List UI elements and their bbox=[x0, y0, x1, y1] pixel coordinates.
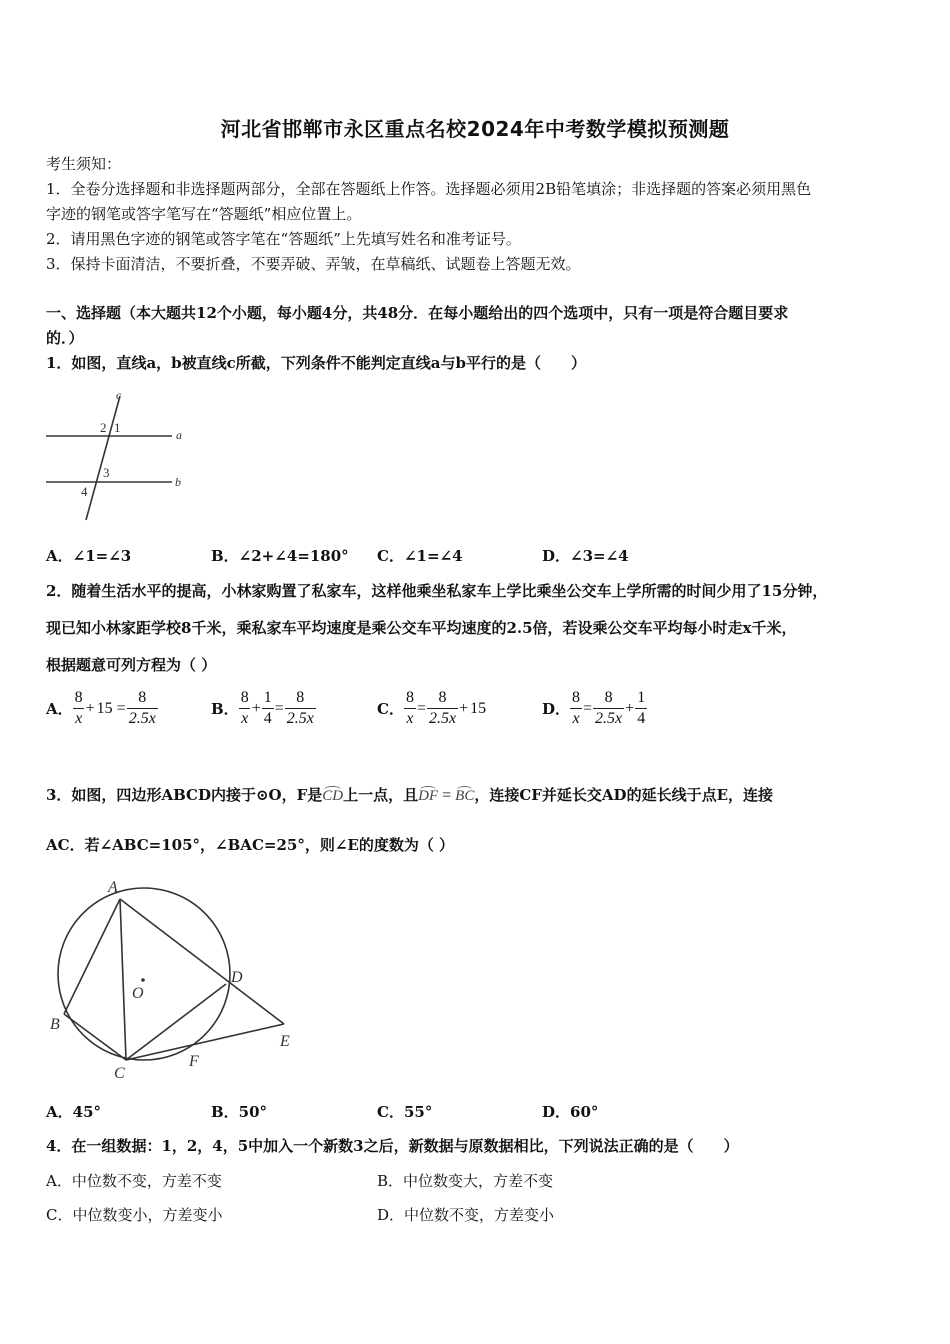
q3-line-2: AC．若∠ABC=105°，∠BAC=25°，则∠E的度数为（ ） bbox=[46, 836, 455, 854]
q2-option-a: A． $\frac{8}{x}$ + 15 = $\frac{8}{2.5x}$ bbox=[46, 689, 156, 727]
point-label-d: D bbox=[231, 969, 243, 986]
segment-ab bbox=[64, 899, 120, 1014]
segment-ae bbox=[120, 899, 284, 1024]
q4-option-c: C．中位数变小，方差变小 bbox=[46, 1206, 223, 1224]
q2-line-1: 2．随着生活水平的提高，小林家购置了私家车，这样他乘坐私家车上学比乘坐公交车上学所需的时间少用了15分钟， bbox=[46, 582, 828, 600]
frac-8-over-2.5x: $\frac{8}{2.5x}$ bbox=[128, 689, 156, 727]
q3-line-1: 3．如图，四边形ABCD内接于⊙O，F是CD上一点，且DF = BC，连接CF并延长交AD的延长线于点E，连接 bbox=[46, 786, 773, 804]
point-label-f: F bbox=[189, 1053, 199, 1070]
frac-8-over-2.5x: $\frac{8}{2.5x}$ bbox=[286, 689, 314, 727]
q3-option-a: A．45° bbox=[46, 1103, 102, 1121]
q1-option-c: C．∠1=∠4 bbox=[377, 547, 463, 565]
section-heading-line-2: 的．） bbox=[46, 329, 84, 347]
angle-label-4: 4 bbox=[81, 484, 88, 499]
frac-8-over-x: $\frac{8}{x}$ bbox=[572, 689, 581, 727]
notice-heading: 考生须知： bbox=[46, 155, 122, 173]
notice-item-2: 2．请用黑色字迹的钢笔或答字笔在“答题纸”上先填写姓名和准考证号。 bbox=[46, 230, 521, 248]
q1-option-d: D．∠3=∠4 bbox=[542, 547, 629, 565]
q2-option-c-label: C． bbox=[377, 700, 404, 718]
segment-bc bbox=[64, 1014, 126, 1060]
q2-option-a-label: A． bbox=[46, 700, 73, 718]
notice-item-3: 3．保持卡面清洁，不要折叠，不要弄破、弄皱，在草稿纸、试题卷上答题无效。 bbox=[46, 255, 581, 273]
label-b: b bbox=[175, 475, 181, 489]
label-a: a bbox=[176, 428, 182, 442]
frac-8-over-x: $\frac{8}{x}$ bbox=[74, 689, 83, 727]
notice-item-1-line-1: 1．全卷分选择题和非选择题两部分，全部在答题纸上作答。选择题必须用2B铅笔填涂；非选择题的答案必须用黑色 bbox=[46, 180, 812, 198]
frac-1-over-4: $\frac{1}{4}$ bbox=[263, 689, 272, 727]
q2-option-b-label: B． bbox=[211, 700, 239, 718]
angle-label-3: 3 bbox=[103, 465, 110, 480]
q4-option-b: B．中位数变大，方差不变 bbox=[377, 1172, 554, 1190]
q3-option-c: C．55° bbox=[377, 1103, 433, 1121]
q2-option-b: B． $\frac{8}{x}$ + $\frac{1}{4}$ = $\frac{8}{2.5x}$ bbox=[211, 689, 314, 727]
label-c: c bbox=[116, 388, 122, 402]
q2-option-d-label: D． bbox=[542, 700, 571, 718]
angle-label-2: 2 bbox=[100, 420, 107, 435]
q1-stem: 1．如图，直线a，b被直线c所截，下列条件不能判定直线a与b平行的是（ ） bbox=[46, 354, 586, 372]
q1-option-a: A．∠1=∠3 bbox=[46, 547, 132, 565]
q2-line-2: 现已知小林家距学校8千米，乘私家车平均速度是乘公交车平均速度的2.5倍，若设乘公交车平均每小时走x千米， bbox=[46, 619, 797, 637]
q1-figure bbox=[44, 386, 190, 524]
point-label-b: B bbox=[50, 1016, 60, 1033]
q2-option-d: D． $\frac{8}{x}$ = $\frac{8}{2.5x}$ + $\frac{1}{4}$ bbox=[542, 689, 646, 727]
arc-bc: BC bbox=[455, 788, 475, 804]
section-heading-line-1: 一、选择题（本大题共12个小题，每小题4分，共48分．在每小题给出的四个选项中，只有一项是符合题目要求 bbox=[46, 304, 789, 322]
frac-8-over-x: $\frac{8}{x}$ bbox=[405, 689, 414, 727]
q4-stem: 4．在一组数据：1，2，4，5中加入一个新数3之后，新数据与原数据相比，下列说法正确的是（ ） bbox=[46, 1137, 739, 1155]
q3-figure bbox=[44, 872, 304, 1084]
frac-8-over-2.5x: $\frac{8}{2.5x}$ bbox=[428, 689, 457, 727]
frac-1-over-4: $\frac{1}{4}$ bbox=[637, 689, 646, 727]
point-label-o: O bbox=[132, 985, 144, 1002]
center-point bbox=[141, 978, 145, 982]
point-label-a: A bbox=[108, 879, 118, 896]
arc-df: DF bbox=[418, 788, 439, 804]
q2-option-c: C． $\frac{8}{x}$ = $\frac{8}{2.5x}$ + 15 bbox=[377, 689, 487, 727]
q1-option-b: B．∠2+∠4=180° bbox=[211, 547, 349, 565]
angle-label-1: 1 bbox=[114, 420, 121, 435]
q2-line-3: 根据题意可列方程为（ ） bbox=[46, 656, 217, 674]
q3-option-d: D．60° bbox=[542, 1103, 599, 1121]
frac-8-over-2.5x: $\frac{8}{2.5x}$ bbox=[595, 689, 623, 727]
point-label-e: E bbox=[280, 1033, 290, 1050]
segment-ac bbox=[120, 899, 126, 1060]
point-label-c: C bbox=[114, 1065, 125, 1082]
arc-cd: CD bbox=[322, 788, 344, 804]
notice-item-1-line-2: 字迹的钢笔或答字笔写在“答题纸”相应位置上。 bbox=[46, 205, 362, 223]
frac-8-over-x: $\frac{8}{x}$ bbox=[240, 689, 249, 727]
q4-option-d: D．中位数不变，方差变小 bbox=[377, 1206, 555, 1224]
q4-option-a: A．中位数不变，方差不变 bbox=[46, 1172, 222, 1190]
q3-option-b: B．50° bbox=[211, 1103, 268, 1121]
page-title: 河北省邯郸市永区重点名校2024年中考数学模拟预测题 bbox=[220, 117, 730, 141]
